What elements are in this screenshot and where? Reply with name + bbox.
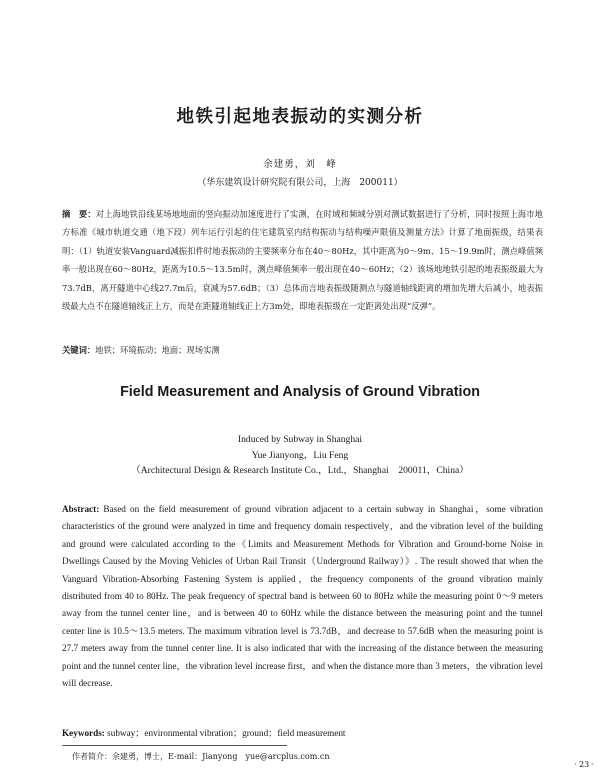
english-keywords-label: Keywords: xyxy=(62,728,105,738)
chinese-keywords xyxy=(62,343,543,357)
english-subtitle: Induced by Subway in Shanghai xyxy=(237,434,363,445)
chinese-abstract xyxy=(62,205,543,315)
chinese-title: 地铁引起地表振动的实测分析 xyxy=(176,107,424,127)
english-abstract-label: Abstract: xyxy=(62,504,100,514)
english-abstract xyxy=(62,501,543,692)
english-keywords xyxy=(62,725,543,739)
chinese-authors: 余建勇，刘 峰 xyxy=(263,159,337,170)
author-footnote: 作者简介：余建勇，博士，E-mail：Jianyong yue@arcplus.com.cn xyxy=(72,752,330,761)
chinese-abstract-text: 对上海地铁沿线某场地地面的竖向振动加速度进行了实测，在时域和频域分别对测试数据进行了分析，同时按照上海市地方标准《城市轨道交通（地下段）列车运行引起的住宅建筑室内结构振动与结构噪声限值及测量方法》计算了地面振级，结果表明：（1）轨道安装Vanguard减振扣件时地表振动的主要频率分布在40～80Hz，其中距离为0～9m、15～19.9m时，测点峰值频率一般出现在60～80Hz，距离为10.5～13.5m时，测点峰值频率一般出现在40～60Hz；（2）该场地地铁引起的地表振级最大为73.7dB，离开隧道中心线27.7m后，衰减为57.6dB；（3）总体而言地表振级随测点与隧道轴线距离的增加先增大后减小，地表振级最大点不在隧道轴线正上方，而是在距隧道轴线正上方3m处，即地表振级在一定距离处出现“反弹”。 xyxy=(62,209,543,312)
chinese-keywords-text: 地铁；环境振动；地面；现场实测 xyxy=(95,345,220,355)
chinese-abstract-label: 摘 要： xyxy=(62,209,96,219)
english-authors: Yue Jianyong，Liu Feng xyxy=(251,449,349,461)
chinese-affiliation: （华东建筑设计研究院有限公司，上海 200011） xyxy=(197,178,403,188)
english-keywords-text: subway；environmental vibration；ground；field measurement xyxy=(107,728,346,738)
chinese-keywords-label: 关键词： xyxy=(62,345,96,355)
english-title: Field Measurement and Analysis of Ground Vibration xyxy=(120,384,480,400)
english-title-block xyxy=(0,432,600,479)
page-number: · 23 · xyxy=(574,760,595,769)
english-affiliation: （Architectural Design & Research Institute Co.，Ltd.，Shanghai 200011，China） xyxy=(131,465,469,476)
footnote-divider xyxy=(62,745,287,746)
english-abstract-text: Based on the field measurement of ground vibration adjacent to a certain subway in Shanghai，some vibration characteristics of the ground were analyzed in time and frequency domain respectively，and the vibration level of the building and ground were calculated according to the《Limits and Measurement Methods for Vibration and Ground-borne Noise in Dwellings Caused by the Moving Vehicles of Urban Rail Transit（Underground Railway）》. The result showed that when the Vanguard Vibration-Absorbing Fastening System is applied，the frequency components of the ground vibration mainly distributed from 40 to 80Hz. The peak frequency of spectral band is between 60 to 80Hz while the measuring point 0～9 meters away from the tunnel center line，and is between 40 to 60Hz while the distance between the measuring point and the tunnel center line is 10.5～13.5 meters. The maximum vibration level is 73.7dB，and decrease to 57.6dB when the measuring point is 27.7 meters away from the tunnel center line. It is also indicated that with the increasing of the distance between the measuring point and the tunnel center line，the vibration level increase first，and when the distance more than 3 meters，the vibration level will decrease. xyxy=(62,504,544,689)
